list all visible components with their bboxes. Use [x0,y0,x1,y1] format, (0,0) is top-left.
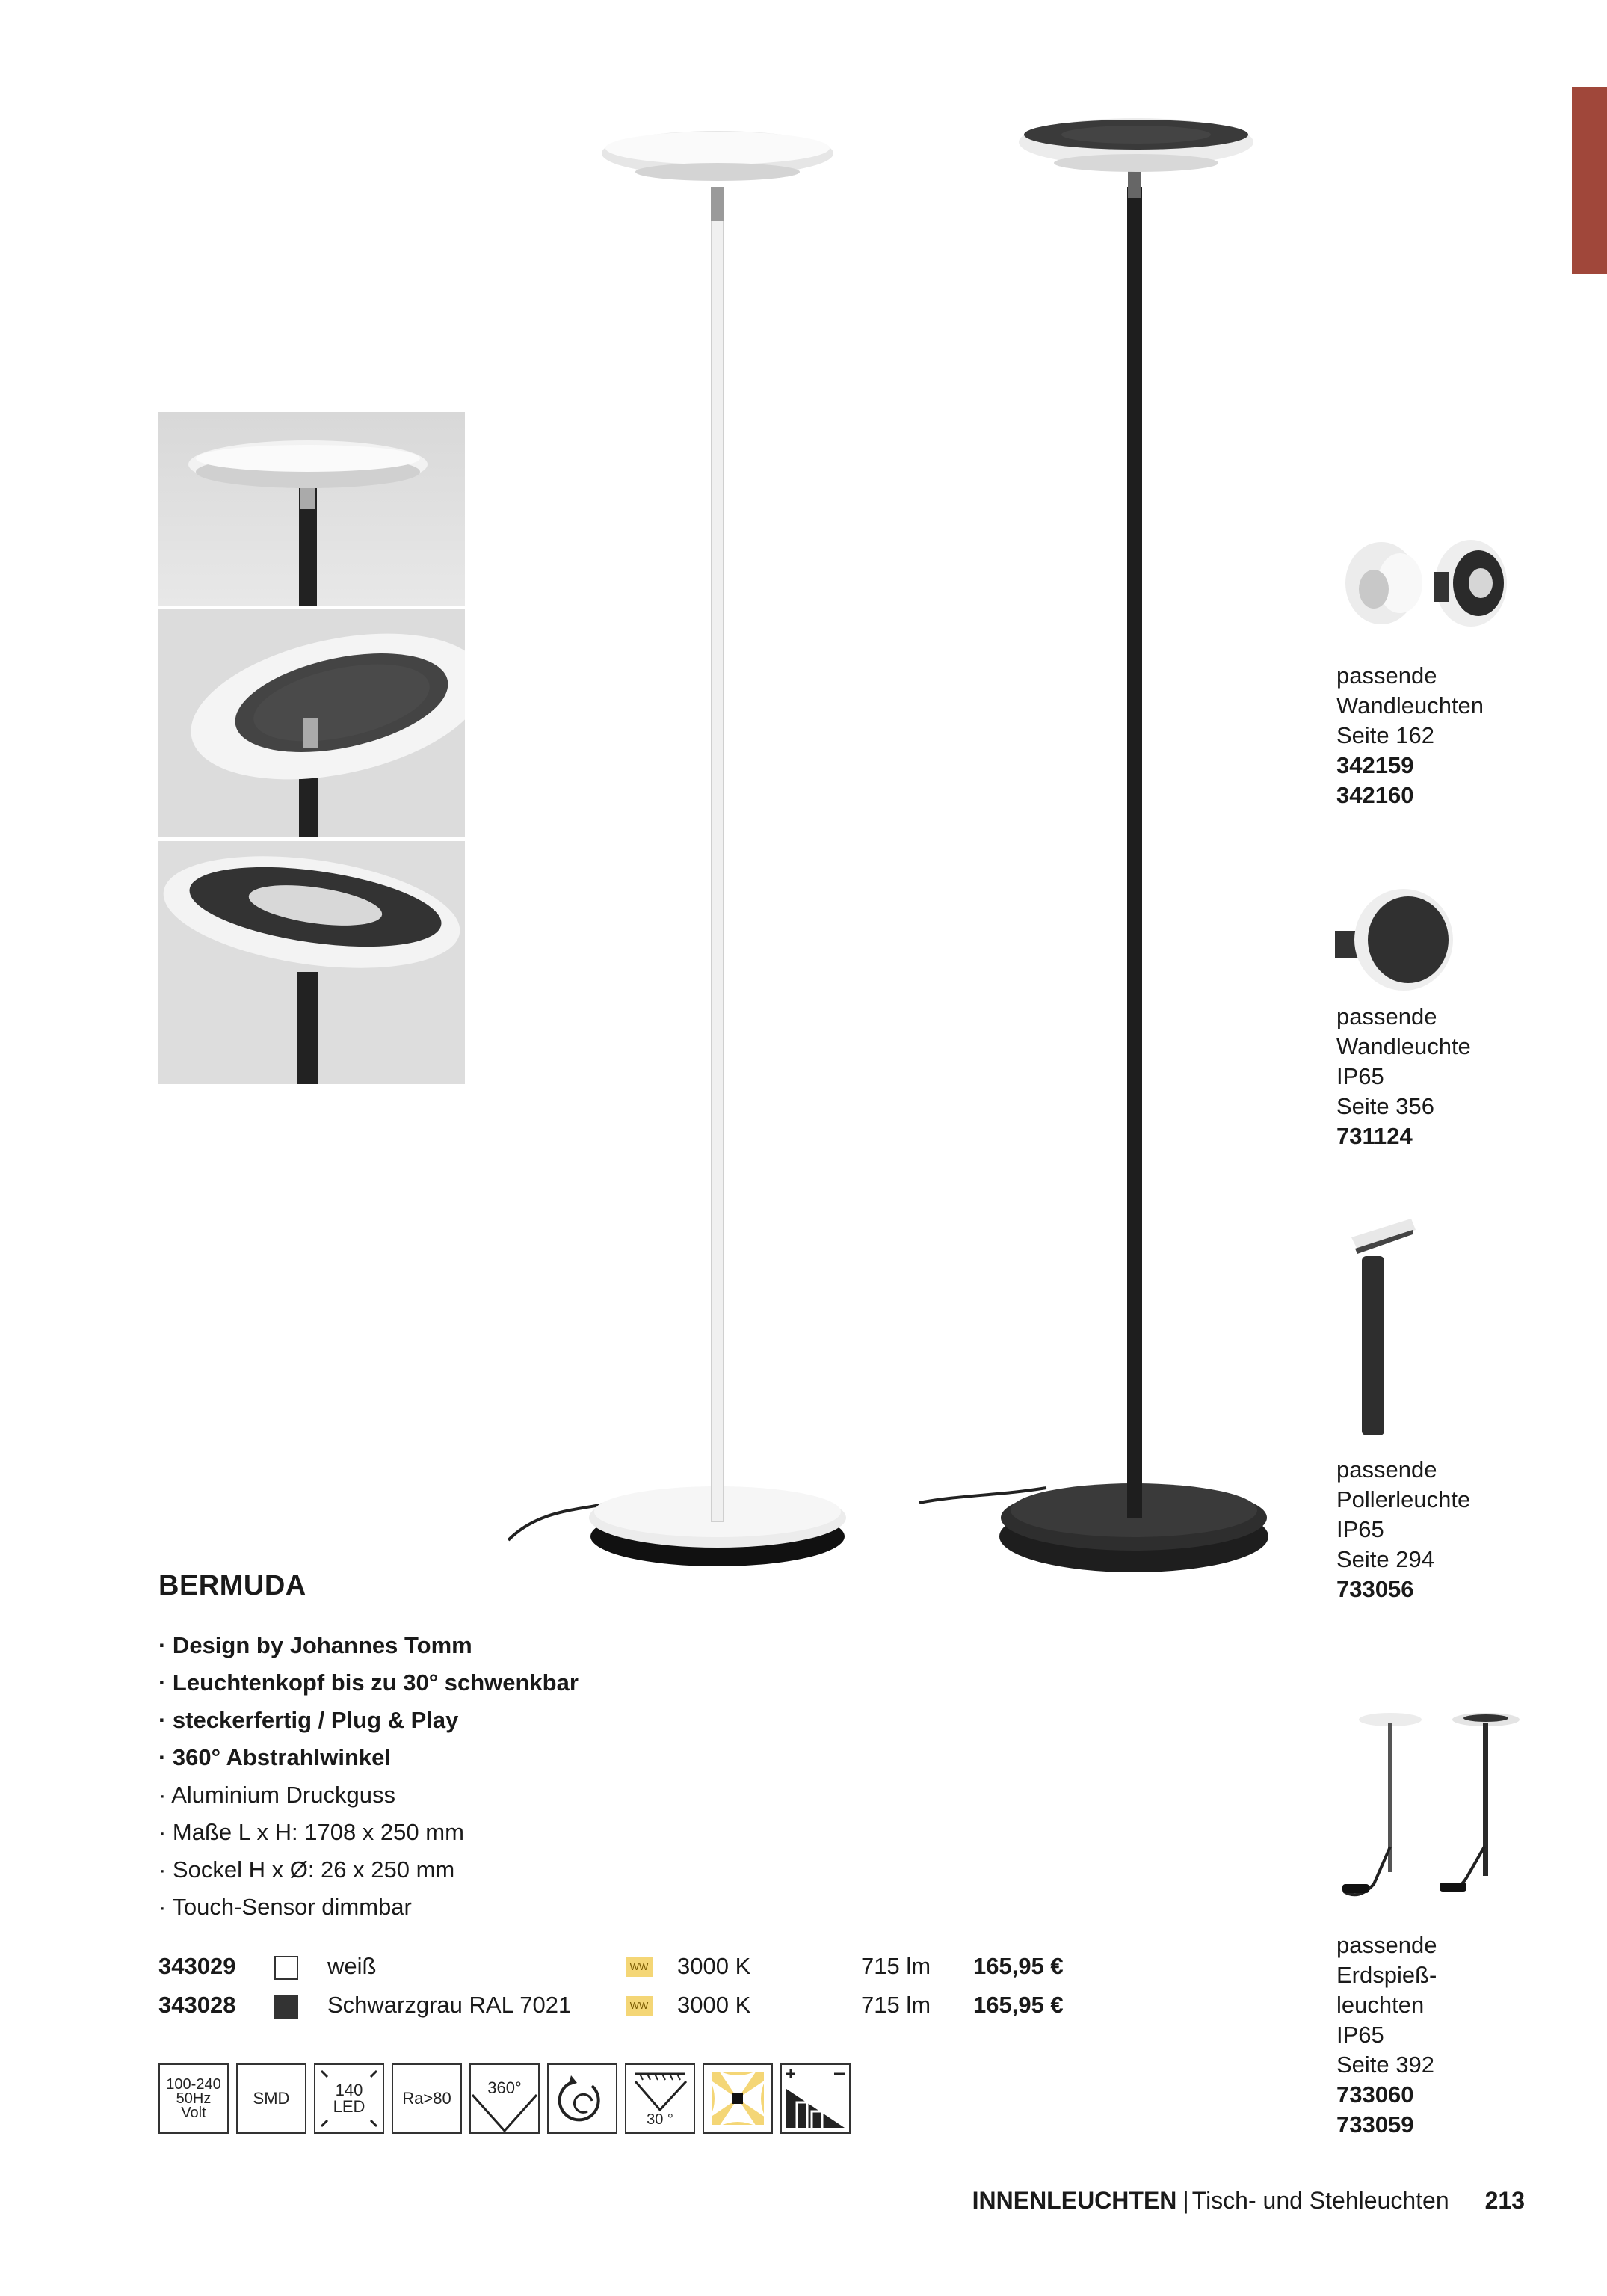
thumbnail-lamp-head-side [158,412,465,606]
accessory-line: passende [1336,1003,1437,1029]
product-title: BERMUDA [158,1570,306,1601]
voltage-icon [158,2063,229,2134]
feature-item: · Leuchtenkopf bis zu 30° schwenkbar [158,1669,579,1696]
feature-item: · Maße L x H: 1708 x 250 mm [158,1819,464,1845]
footer-category: INNENLEUCHTEN [972,2187,1177,2214]
color-swatch [274,1995,298,2019]
accessory-code: 342159 [1336,752,1414,778]
color-swatch [274,1956,298,1980]
accessory-bollard-text [1336,1455,1470,1604]
bollard-lamp-image [1329,1215,1419,1443]
accessory-line: passende [1336,1932,1437,1958]
feature-item: · Design by Johannes Tomm [158,1632,472,1658]
variant-row [158,1950,1160,1989]
voltage-unit: Volt [181,2104,206,2121]
accessory-line: Seite 162 [1336,722,1434,748]
thumbnail-lamp-head-below [158,609,465,837]
accessory-wall-lamp-ip65-text [1336,1002,1471,1151]
smd-icon [236,2063,306,2134]
light-distribution-icon [703,2063,773,2134]
feature-item: · Touch-Sensor dimmbar [158,1894,412,1920]
led-count: 140 [335,2081,363,2099]
accessory-line: Seite 356 [1336,1093,1434,1119]
footer-subcategory: Tisch- und Stehleuchten [1191,2187,1449,2214]
spec-icon-row [158,2063,851,2135]
accessory-line: Seite 392 [1336,2052,1434,2078]
led-label: LED [333,2097,365,2116]
accessory-code: 731124 [1336,1123,1413,1149]
page-number: 213 [1484,2187,1525,2214]
price: 165,95 € [973,1953,1064,1979]
color-name: weiß [327,1953,377,1979]
page-footer [972,2187,1525,2215]
accessory-line: Wandleuchte [1336,1033,1471,1059]
accessory-line: Wandleuchten [1336,692,1484,718]
wall-lamp-pair-image [1329,523,1523,647]
feature-list [158,1627,579,1926]
accessory-line: leuchten [1336,1992,1425,2018]
color-temperature: 3000 K [677,1992,751,2018]
warm-white-badge: WW [626,1996,653,2016]
article-number: 343029 [158,1953,236,1979]
feature-item: · 360° Abstrahlwinkel [158,1744,392,1770]
accessory-line: Erdspieß- [1336,1962,1437,1988]
article-number: 343028 [158,1992,236,2018]
accessory-code: 733060 [1336,2081,1414,2108]
accessory-line: IP65 [1336,1063,1384,1089]
smd-label: SMD [253,2089,290,2108]
tilt-angle-label: 30 ° [647,2111,673,2128]
section-tab-marker [1572,87,1607,274]
accessory-code: 733059 [1336,2111,1414,2138]
accessory-ground-spike-text [1336,1930,1437,2140]
variant-table [158,1950,1160,2028]
rotate-icon [547,2063,617,2134]
accessory-line: IP65 [1336,1516,1384,1542]
tilt-angle-icon [625,2063,695,2134]
feature-item: · Aluminium Druckguss [158,1782,395,1808]
lumen: 715 lm [861,1953,931,1979]
accessory-code: 733056 [1336,1576,1414,1602]
accessory-line: IP65 [1336,2022,1384,2048]
accessory-line: Seite 294 [1336,1546,1434,1572]
led-count-icon [314,2063,384,2134]
accessory-line: passende [1336,1456,1437,1483]
beam-angle-label: 360° [487,2078,522,2097]
accessory-wall-lamps-text [1336,661,1484,810]
warm-white-badge: WW [626,1957,653,1977]
color-rendering-label: Ra>80 [402,2089,451,2108]
color-rendering-icon [392,2063,462,2134]
feature-item: · steckerfertig / Plug & Play [158,1707,459,1733]
wall-lamp-ip65-image [1329,886,1463,1002]
accessory-line: passende [1336,662,1437,689]
voltage-frequency: 50Hz [176,2090,212,2107]
product-photo-floor-lamps [493,112,1286,1607]
footer-separator: | [1182,2187,1189,2214]
color-name: Schwarzgrau RAL 7021 [327,1992,572,2018]
feature-item: · Sockel H x Ø: 26 x 250 mm [158,1856,455,1883]
voltage-range: 100-240 [166,2075,221,2093]
color-temperature: 3000 K [677,1953,751,1979]
dimmable-icon [780,2063,851,2134]
accessory-line: Pollerleuchte [1336,1486,1471,1512]
lumen: 715 lm [861,1992,931,2018]
price: 165,95 € [973,1992,1064,2018]
ground-spike-lamps-image [1329,1705,1538,1918]
beam-angle-360-icon [469,2063,540,2134]
variant-row [158,1989,1160,2028]
accessory-code: 342160 [1336,782,1414,808]
thumbnail-lamp-head-top [158,841,465,1084]
